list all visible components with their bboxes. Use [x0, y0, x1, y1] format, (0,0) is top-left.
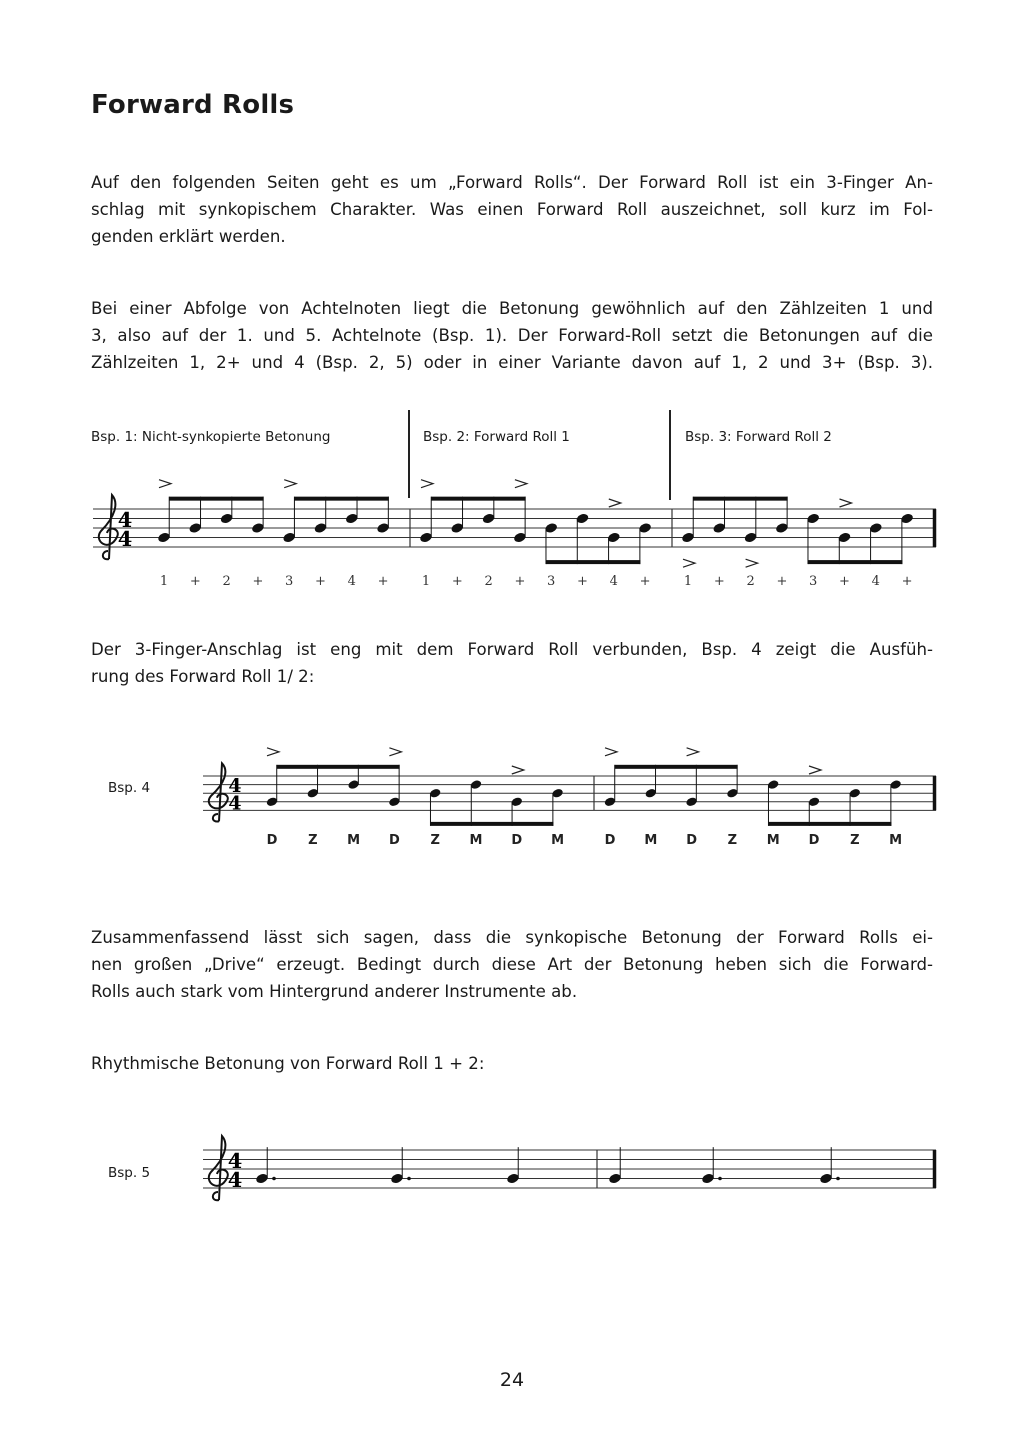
beat-count: + [189, 574, 201, 589]
finger-label: Z [308, 833, 318, 848]
beat-count: 4 [609, 574, 618, 589]
finger-label: M [469, 833, 483, 848]
augmentation-dot [836, 1177, 840, 1181]
page-number: 24 [499, 1369, 525, 1391]
text-line: rung des Forward Roll 1/ 2: [91, 666, 315, 686]
beat-count: 4 [871, 574, 880, 589]
beat-count: + [514, 574, 526, 589]
text-line: 3, also auf der 1. und 5. Achtelnote (Bsp. 1). Der Forward-Roll setzt die Betonungen auf die [91, 325, 933, 345]
beat-count: 1 [421, 574, 431, 589]
time-signature-bottom: 4 [227, 1167, 243, 1192]
augmentation-dot [407, 1177, 411, 1181]
finger-label: D [389, 833, 400, 848]
finger-label: M [551, 833, 565, 848]
beat-count: 2 [222, 574, 231, 589]
finger-label: D [511, 833, 523, 848]
finger-label: M [347, 833, 361, 848]
text-line: Auf den folgenden Seiten geht es um „Forward Rolls“. Der Forward Roll ist ein 3-Finger An- [91, 173, 933, 192]
finger-label: D [686, 833, 697, 848]
time-signature-bottom: 4 [117, 526, 133, 551]
finger-label: Z [430, 833, 440, 848]
text-line: Zählzeiten 1, 2+ und 4 (Bsp. 2, 5) oder in einer Variante davon auf 1, 2 und 3+ (Bsp. 3). [91, 352, 933, 372]
finger-label: D [808, 833, 820, 848]
augmentation-dot [718, 1177, 722, 1181]
beat-count: 2 [746, 574, 755, 589]
text-line: Bei einer Abfolge von Achtelnoten liegt die Betonung gewöhnlich auf den Zählzeiten 1 und [91, 299, 933, 318]
finger-label: D [604, 833, 616, 848]
beat-count: + [252, 574, 264, 589]
example-label: Bsp. 3: Forward Roll 2 [685, 429, 832, 445]
time-signature-top: 4 [227, 1148, 243, 1173]
finger-label: M [889, 833, 903, 848]
beat-count: + [451, 574, 463, 589]
beat-count: 4 [347, 574, 356, 589]
beat-count: 3 [285, 574, 294, 589]
beat-count: + [839, 574, 850, 589]
text-line: nen großen „Drive“ erzeugt. Bedingt durch diese Art der Betonung heben sich die Forward- [91, 954, 933, 974]
time-signature-top: 4 [228, 775, 242, 798]
treble-clef-icon [209, 1136, 228, 1200]
finger-label: M [644, 833, 658, 848]
example-label: Bsp. 2: Forward Roll 1 [423, 429, 570, 445]
example-label: Bsp. 5 [108, 1165, 151, 1181]
finger-label: D [266, 833, 278, 848]
beat-count: + [901, 574, 913, 589]
finger-label: M [766, 833, 780, 848]
beat-count: 3 [547, 574, 556, 589]
text-line: genden erklärt werden. [91, 226, 286, 246]
time-signature-top: 4 [117, 507, 133, 532]
beat-count: 2 [484, 574, 493, 589]
example-label: Bsp. 1: Nicht-synkopierte Betonung [91, 429, 331, 445]
beat-count: + [776, 574, 788, 589]
beat-count: + [577, 574, 588, 589]
text-line: Zusammenfassend lässt sich sagen, dass die synkopische Betonung der Forward Rolls ei- [91, 928, 933, 947]
page-title: Forward Rolls [91, 90, 295, 120]
beat-count: 1 [683, 574, 693, 589]
finger-label: Z [727, 833, 738, 848]
beat-count: 3 [809, 574, 818, 589]
beat-count: + [713, 574, 725, 589]
time-signature-bottom: 4 [228, 792, 242, 815]
beat-count: + [315, 574, 326, 589]
finger-label: Z [850, 833, 860, 848]
text-line: Rhythmische Betonung von Forward Roll 1 + 2: [91, 1054, 485, 1073]
text-line: Der 3-Finger-Anschlag ist eng mit dem Forward Roll verbunden, Bsp. 4 zeigt die Ausfüh- [91, 640, 933, 659]
text-line: Rolls auch stark vom Hintergrund anderer Instrumente ab. [91, 981, 578, 1001]
beat-count: + [377, 574, 389, 589]
augmentation-dot [272, 1177, 276, 1181]
beat-count: + [639, 574, 651, 589]
text-line: schlag mit synkopischem Charakter. Was einen Forward Roll auszeichnet, soll kurz im Fol- [91, 199, 933, 219]
example-label: Bsp. 4 [108, 780, 151, 796]
beat-count: 1 [159, 574, 169, 589]
